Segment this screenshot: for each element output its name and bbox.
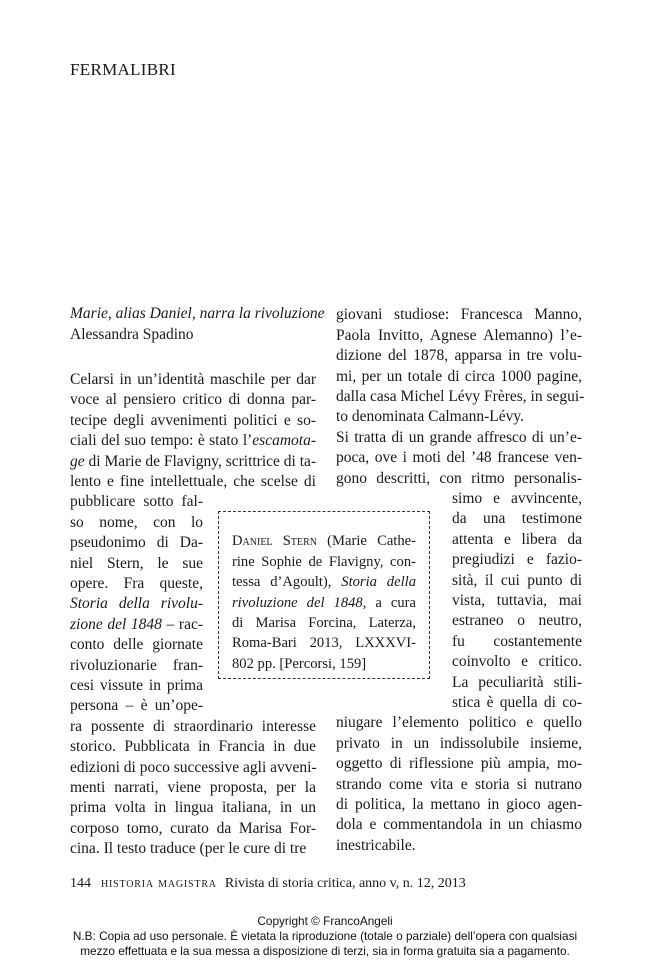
text-line: storico. Pubblicata in Francia in due <box>70 738 316 755</box>
text-line: pregiudizi e fazio- <box>452 551 582 568</box>
text-line: so nome, con lo <box>70 514 203 531</box>
text-line: ra possente di straordinario interesse <box>70 718 316 735</box>
book-info-line: Daniel Stern (Marie Cathe- <box>232 533 416 549</box>
text-line: di politica, la mettano in gioco agen- <box>336 796 582 813</box>
review-author: Alessandra Spadino <box>70 326 194 343</box>
text-line: ciali del suo tempo: è stato l’escamota- <box>70 432 316 449</box>
text-line: rivoluzionarie fran- <box>70 657 203 674</box>
text-line: Storia della rivolu- <box>70 595 203 612</box>
copyright-line: N.B: Copia ad uso personale. È vietata la riproduzione (totale o parziale) dell’opera con qualsiasi <box>72 929 578 943</box>
book-info-line: rivoluzione del 1848, a cura <box>232 595 416 611</box>
text-line: dizione del 1878, apparsa in tre volu- <box>336 347 582 364</box>
text-line: prima volta in lingua italiana, in un <box>70 799 316 816</box>
book-info-line: tessa d’Agoult), Storia della <box>232 574 416 590</box>
book-info-line: 802 pp. [Percorsi, 159] <box>232 656 367 672</box>
text-line: voce al pensiero critico di donna par- <box>70 391 316 408</box>
citation: Rivista di storia critica, anno v, n. 12, 2013 <box>224 876 466 891</box>
text-line: giovani studiose: Francesca Manno, <box>336 306 582 323</box>
text-line: edizioni di poco successive agli avveni- <box>70 759 317 776</box>
text-line: Celarsi in un’identità maschile per dar <box>70 371 316 388</box>
text-line: La peculiarità stili- <box>452 674 582 691</box>
text-line: cina. Il testo traduce (per le cure di tre <box>70 840 307 857</box>
copyright-notice <box>0 914 650 959</box>
text-line: Paola Invitto, Agnese Alemanno) l’e- <box>336 327 582 344</box>
text-line: inestricabile. <box>336 837 416 854</box>
text-line: menti narrati, viene proposta, per la <box>70 779 316 796</box>
text-line: tecipe degli avvenimenti politici e so- <box>70 412 316 429</box>
text-line: da una testimone <box>452 510 582 527</box>
text-line: simo e avvincente, <box>452 490 582 507</box>
text-line: poca, ove i moti del ’48 francese ven- <box>336 449 582 466</box>
text-line: coinvolto e critico. <box>452 653 582 670</box>
text-line: dalla casa Michel Lévy Frères, in segui- <box>336 388 585 405</box>
text-line: gono descritti, con ritmo personalis- <box>336 470 582 487</box>
text-line: mi, per un totale di circa 1000 pagine, <box>336 368 582 385</box>
book-author: Daniel Stern <box>232 533 317 549</box>
text-line: vista, tuttavia, mai <box>452 592 582 609</box>
book-info-line: di Marisa Forcina, Laterza, <box>232 615 416 631</box>
text-line: strando come vita e storia si nutrano <box>336 776 582 793</box>
text-line: zione del 1848 – rac- <box>70 616 203 633</box>
text-line: to denominata Calmann-Lévy. <box>336 408 524 425</box>
text-line: corposo tomo, curato da Marisa For- <box>70 820 316 837</box>
text-line: attenta e libera da <box>452 531 582 548</box>
text-line: dola e commentandola in un chiasmo <box>336 816 582 833</box>
text-line: lento e fine intellettuale, che scelse di <box>70 473 316 490</box>
magazine-name: historia magistra <box>101 876 217 891</box>
text-line: oggetto di riflessione più ampia, mo- <box>336 755 582 772</box>
text-line: niel Stern, le sue <box>70 555 203 572</box>
copyright-line: Copyright © FrancoAngeli <box>257 914 393 928</box>
text-line: niugare l’elemento politico e quello <box>336 714 582 731</box>
text-line: ge di Marie de Flavigny, scrittrice di ta- <box>70 453 317 470</box>
page-number: 144 <box>70 876 91 891</box>
page-footer <box>70 876 466 892</box>
review-title: Marie, alias Daniel, narra la rivoluzione <box>70 305 325 322</box>
text-line: sità, il cui punto di <box>452 572 582 589</box>
book-info-line: rine Sophie de Flavigny, con- <box>232 554 416 570</box>
text-line: cesi vissute in prima <box>70 677 203 694</box>
text-line: fu costantemente <box>452 633 582 650</box>
text-line: estraneo o neutro, <box>452 612 582 629</box>
copyright-line: mezzo effettuata e la sua messa a disposizione di terzi, sia in forma gratuita sia a pagamento. <box>80 944 570 958</box>
text-line: privato in un indissolubile insieme, <box>336 735 582 752</box>
text-line: pseudonimo di Da- <box>70 534 203 551</box>
text-line: opere. Fra queste, <box>70 575 203 592</box>
text-line: conto delle giornate <box>70 636 203 653</box>
text-line: pubblicare sotto fal- <box>70 493 203 510</box>
section-header: FERMALIBRI <box>70 60 176 79</box>
text-line: stica è quella di co- <box>452 694 582 711</box>
book-info-line: Roma-Bari 2013, LXXXVI- <box>232 635 416 651</box>
text-line: Si tratta di un grande affresco di un’e- <box>336 429 582 446</box>
text-line: persona – è un’ope- <box>70 697 203 714</box>
